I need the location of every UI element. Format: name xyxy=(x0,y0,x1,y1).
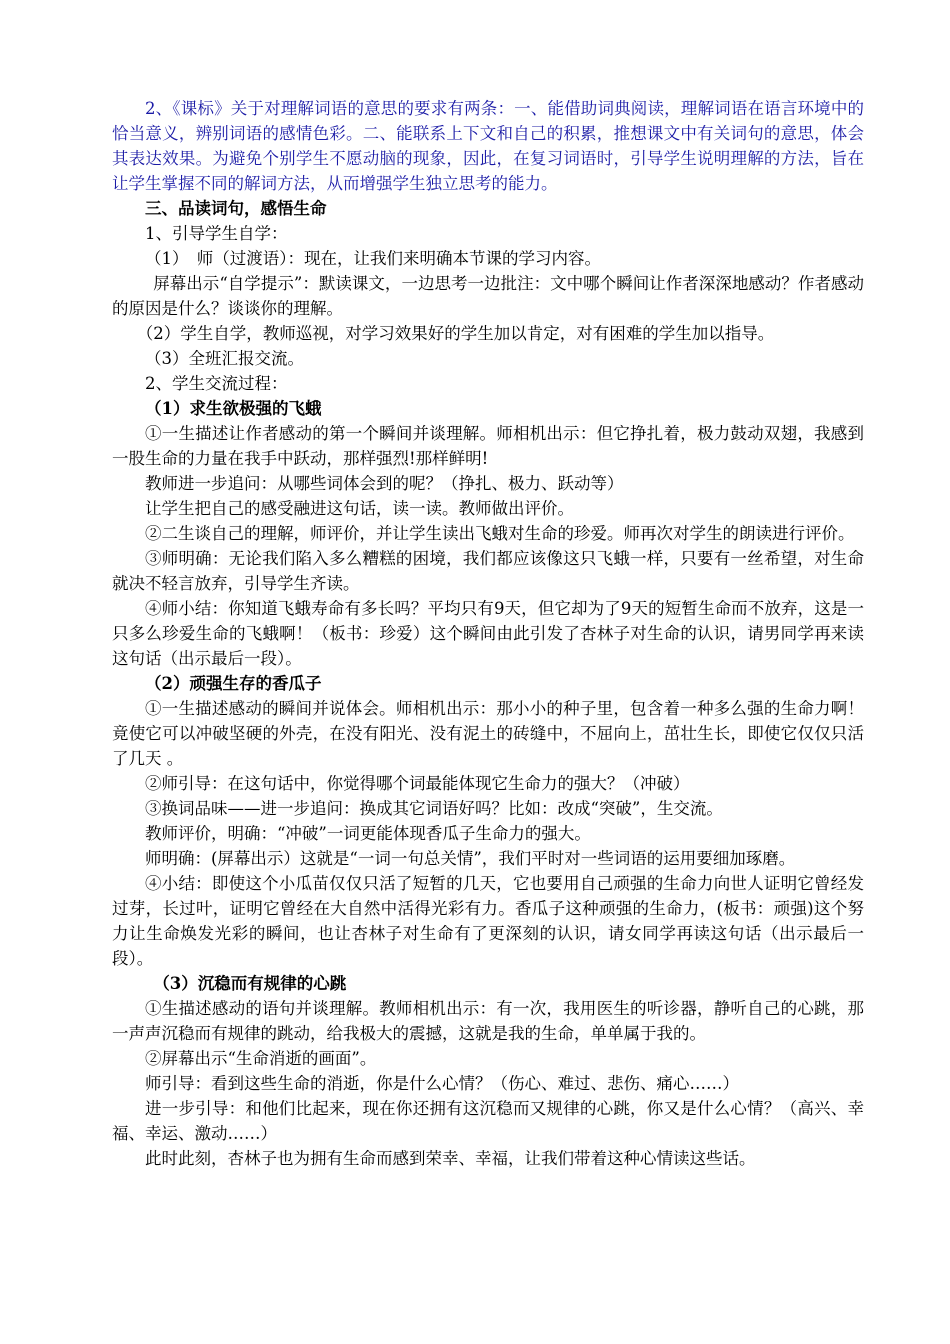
paragraph: （3）全班汇报交流。 xyxy=(145,349,304,368)
document-page xyxy=(112,96,864,1171)
paragraph-curriculum-note: 2、《课标》关于对理解词语的意思的要求有两条：一、能借助词典阅读，理解词语在语言环境中的恰当意义，辨别词语的感情色彩。二、能联系上下文和自己的积累，推想课文中有关词句的意思，体会其表达效果。为避免个别学生不愿动脑的现象，因此，在复习词语时，引导学生说明理解的方法，旨在让学生掌握不同的解词方法，从而增强学生独立思考的能力。 xyxy=(112,99,864,193)
paragraph: ④师小结：你知道飞蛾寿命有多长吗？平均只有9天，但它却为了9天的短暂生命而不放弃，这是一只多么珍爱生命的飞蛾啊！（板书：珍爱）这个瞬间由此引发了杏林子对生命的认识，请男同学再来读这句话（出示最后一段）。 xyxy=(112,599,864,668)
subsection-heading: （1）求生欲极强的飞蛾 xyxy=(145,399,322,418)
paragraph: ①一生描述感动的瞬间并说体会。师相机出示：那小小的种子里，包含着一种多么强的生命力啊！竟使它可以冲破坚硬的外壳，在没有阳光、没有泥土的砖缝中，不屈向上，茁壮生长，即使它仅仅只活了几天 。 xyxy=(112,699,864,768)
subsection-heading: （3）沉稳而有规律的心跳 xyxy=(153,974,347,993)
paragraph: ②屏幕出示“生命消逝的画面”。 xyxy=(145,1049,377,1068)
paragraph: ①一生描述让作者感动的第一个瞬间并谈理解。师相机出示：但它挣扎着，极力鼓动双翅，我感到一股生命的力量在我手中跃动，那样强烈!那样鲜明! xyxy=(112,424,864,468)
paragraph: 进一步引导：和他们比起来，现在你还拥有这沉稳而又规律的心跳，你又是什么心情？（高兴、幸福、幸运、激动……） xyxy=(112,1099,864,1143)
paragraph: 教师评价，明确：“冲破”一词更能体现香瓜子生命力的强大。 xyxy=(145,824,591,843)
section-heading: 三、品读词句，感悟生命 xyxy=(145,199,327,218)
subsection-heading: （2）顽强生存的香瓜子 xyxy=(145,674,322,693)
paragraph: 教师进一步追问：从哪些词体会到的呢？（挣扎、极力、跃动等） xyxy=(145,474,624,493)
paragraph: ③师明确：无论我们陷入多么糟糕的困境，我们都应该像这只飞蛾一样，只要有一丝希望，对生命就决不轻言放弃，引导学生齐读。 xyxy=(112,549,864,593)
paragraph: ②师引导：在这句话中，你觉得哪个词最能体现它生命力的强大？（冲破） xyxy=(145,774,690,793)
step-heading: 1、引导学生自学： xyxy=(145,224,288,243)
paragraph: ④小结：即使这个小瓜苗仅仅只活了短暂的几天，它也要用自己顽强的生命力向世人证明它曾经发过芽，长过叶，证明它曾经在大自然中活得光彩有力。香瓜子这种顽强的生命力，(板书：顽强)这个努力让生命焕发光彩的瞬间，也让杏林子对生命有了更深刻的认识，请女同学再读这句话（出示最后一段）。 xyxy=(112,874,864,968)
paragraph: 师引导：看到这些生命的消逝，你是什么心情？（伤心、难过、悲伤、痛心……） xyxy=(145,1074,739,1093)
paragraph: ③换词品味——进一步追问：换成其它词语好吗？比如：改成“突破”，生交流。 xyxy=(145,799,723,818)
paragraph: 屏幕出示“自学提示”：默读课文，一边思考一边批注：文中哪个瞬间让作者深深地感动？作者感动的原因是什么？谈谈你的理解。 xyxy=(112,274,864,318)
paragraph: （2）学生自学，教师巡视，对学习效果好的学生加以肯定，对有困难的学生加以指导。 xyxy=(136,324,775,343)
paragraph: 此时此刻，杏林子也为拥有生命而感到荣幸、幸福，让我们带着这种心情读这些话。 xyxy=(145,1149,756,1168)
step-heading: 2、学生交流过程： xyxy=(145,374,288,393)
paragraph: （1） 师（过渡语）：现在，让我们来明确本节课的学习内容。 xyxy=(145,249,601,268)
paragraph: 师明确：(屏幕出示）这就是“一词一句总关情”，我们平时对一些词语的运用要细加琢磨。 xyxy=(145,849,796,868)
paragraph: ②二生谈自己的理解，师评价，并让学生读出飞蛾对生命的珍爱。师再次对学生的朗读进行评价。 xyxy=(145,524,855,543)
paragraph: 让学生把自己的感受融进这句话，读一读。教师做出评价。 xyxy=(145,499,574,518)
paragraph: ①生描述感动的语句并谈理解。教师相机出示：有一次，我用医生的听诊器，静听自己的心跳，那一声声沉稳而有规律的跳动，给我极大的震撼，这就是我的生命，单单属于我的。 xyxy=(112,999,864,1043)
